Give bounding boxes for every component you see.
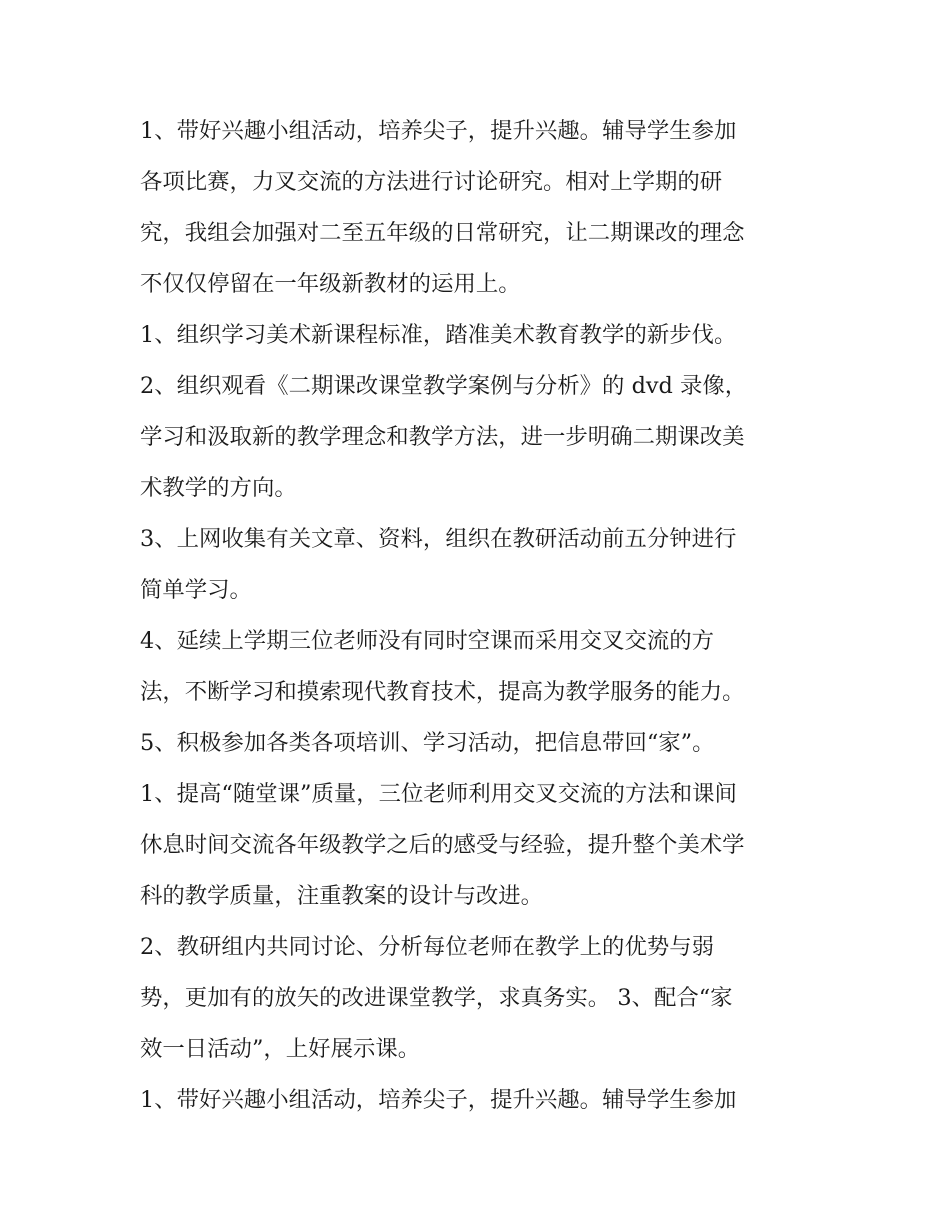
document-body <box>140 106 812 1126</box>
paragraph: 4、延续上学期三位老师没有同时空课而采用交叉交流的方 法，不断学习和摸索现代教育技术，提高为教学服务的能力。 <box>140 628 745 705</box>
paragraph: 1、带好兴趣小组活动，培养尖子，提升兴趣。辅导学生参加 <box>140 1087 737 1113</box>
paragraph: 1、组织学习美术新课程标准，踏准美术教育教学的新步伐。 <box>140 322 737 348</box>
paragraph: 3、上网收集有关文章、资料，组织在教研活动前五分钟进行 简单学习。 <box>140 526 737 603</box>
paragraph: 2、组织观看《二期课改课堂教学案例与分析》的 dvd 录像， 学习和汲取新的教学理念和教学方法，进一步明确二期课改美 术教学的方向。 <box>140 373 748 501</box>
paragraph: 5、积极参加各类各项培训、学习活动，把信息带回“家”。 <box>140 730 715 756</box>
paragraph: 1、带好兴趣小组活动，培养尖子，提升兴趣。辅导学生参加 各项比赛，力叉交流的方法进行讨论研究。相对上学期的研 究，我组会加强对二至五年级的日常研究，让二期课改的理念 不仅仅停留在一年级新教材的运用上。 <box>140 118 745 297</box>
paragraph: 1、提高“随堂课”质量，三位老师利用交叉交流的方法和课间 休息时间交流各年级教学之后的感受与经验，提升整个美术学 科的教学质量，注重教案的设计与改进。 <box>140 781 745 909</box>
paragraph: 2、教研组内共同讨论、分析每位老师在教学上的优势与弱 势，更加有的放矢的改进课堂教学，求真务实。 3、配合“家 效一日活动”，上好展示课。 <box>140 934 733 1062</box>
